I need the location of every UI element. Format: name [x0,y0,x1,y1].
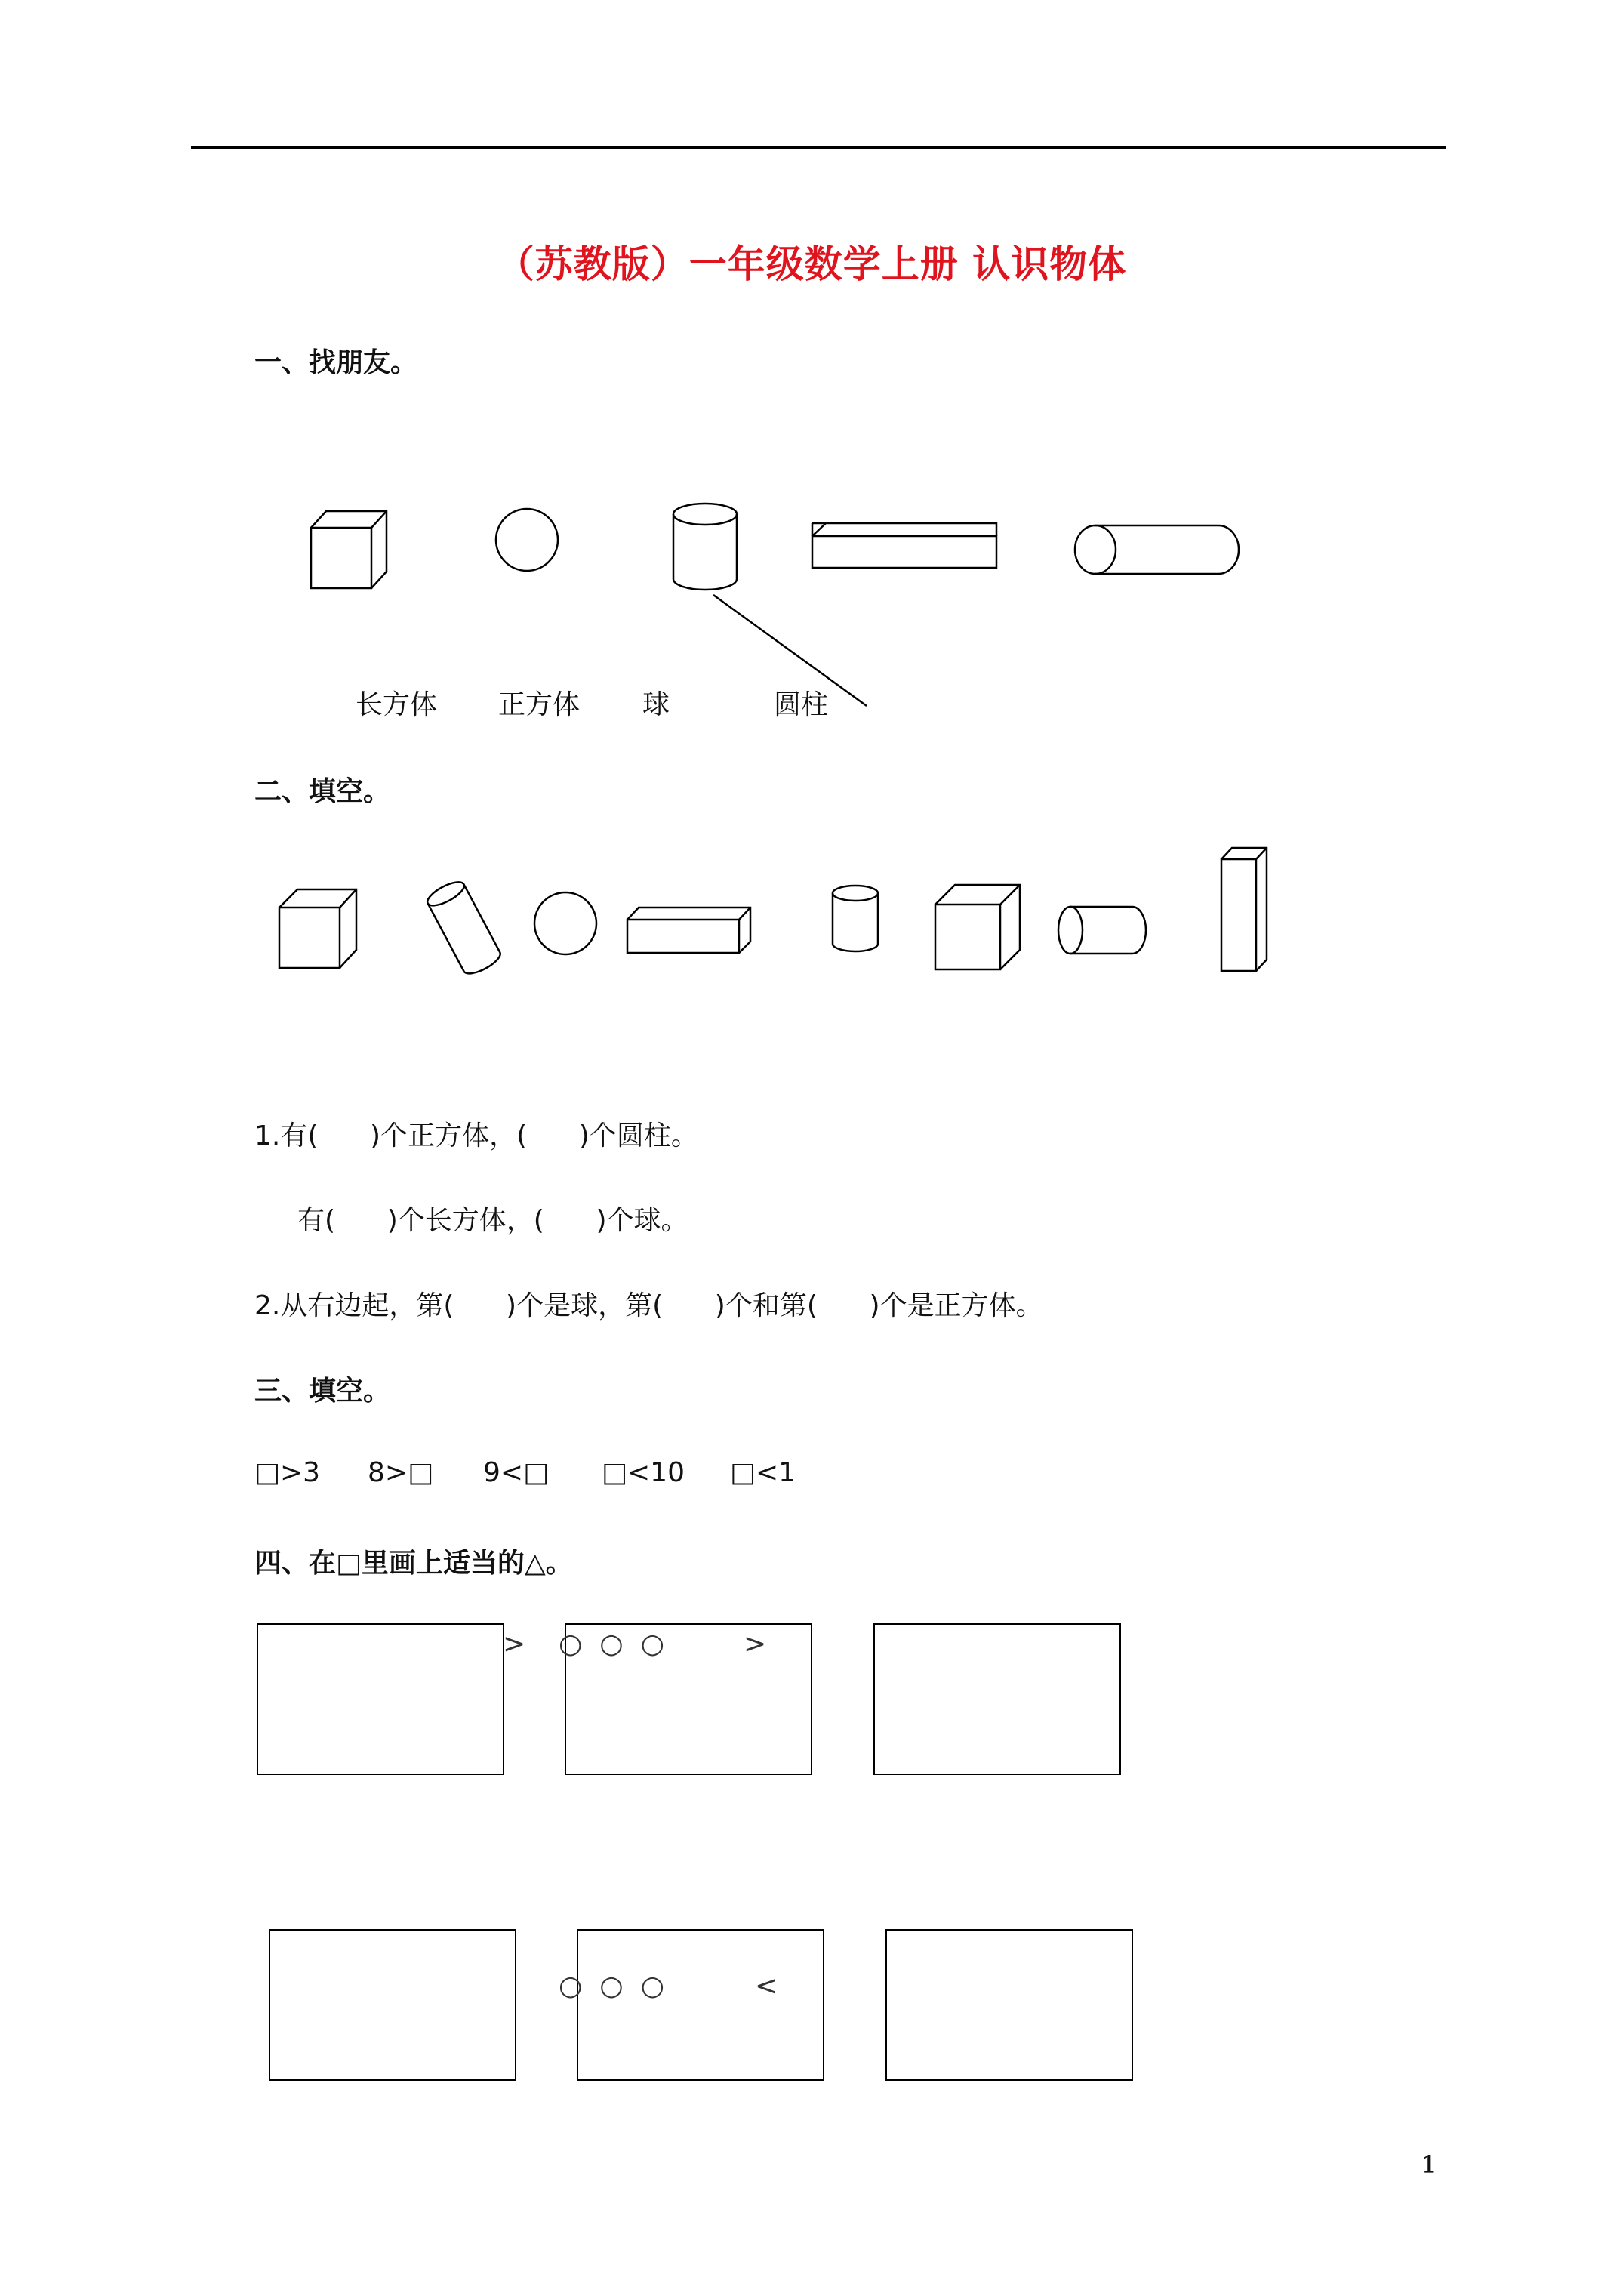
cube-shape-1 [311,511,387,588]
page-number: 1 [1421,2150,1437,2179]
section2-heading: 二、填空。 [254,776,391,807]
cube-shape-2 [279,889,356,968]
section1-heading: 一、找朋友。 [254,347,418,378]
gt-symbol-left: > [503,1629,526,1660]
sphere-shape-2 [534,892,596,954]
section4-heading: 四、在□里画上适当的△。 [254,1548,573,1579]
answer-box-3[interactable] [873,1623,1121,1775]
circles-row-1: ○ ○ ○ [559,1629,665,1660]
question-1-line-1: 1.有( )个正方体，( )个圆柱。 [254,1120,698,1151]
circles-row-2: ○ ○ ○ [559,1971,665,2002]
cylinder-shape-1 [673,504,737,590]
cylinder-tilted-shape-2 [424,877,504,978]
section3-heading: 三、填空。 [254,1376,391,1407]
compare-item-5: □<1 [730,1457,796,1488]
tall-cuboid-shape-2 [1221,848,1267,971]
label-cylinder: 圆柱 [774,689,829,720]
label-sphere: 球 [642,689,670,720]
cylinder-lying-shape-2 [1058,907,1146,954]
cube-shape-3 [935,885,1020,969]
question-2: 2.从右边起，第( )个是球，第( )个和第( )个是正方体。 [254,1290,1043,1321]
page-title: （苏教版）一年级数学上册 认识物体 [496,242,1127,286]
compare-item-1: □>3 [254,1457,321,1488]
cylinder-lying-shape-1 [1075,525,1239,574]
cuboid-shape-1 [812,523,996,568]
label-cube: 正方体 [498,689,581,720]
compare-item-2: 8>□ [368,1457,434,1488]
question-1-line-2: 有( )个长方体，( )个球。 [297,1205,688,1236]
cylinder-small-shape-2 [833,886,878,951]
compare-item-3: 9<□ [483,1457,550,1488]
sphere-shape-1 [496,509,558,571]
answer-box-6[interactable] [885,1929,1133,2081]
compare-item-4: □<10 [602,1457,685,1488]
gt-symbol-right: > [744,1629,767,1660]
cuboid-shape-2 [627,908,750,953]
lt-symbol: < [755,1971,778,2002]
answer-box-5[interactable] [577,1929,824,2081]
answer-box-4[interactable] [269,1929,516,2081]
answer-box-1[interactable] [257,1623,504,1775]
label-cuboid: 长方体 [356,689,438,720]
